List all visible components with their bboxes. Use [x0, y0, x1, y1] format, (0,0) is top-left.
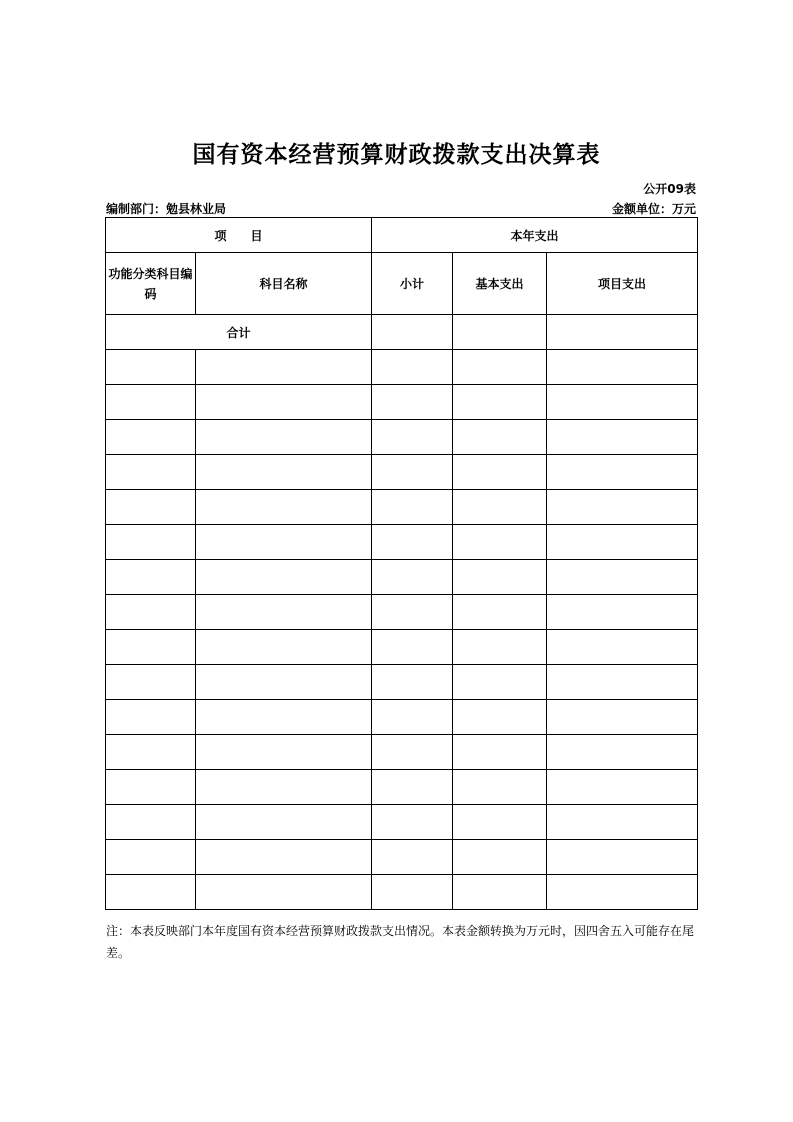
- cell-project-expenditure: [547, 700, 698, 735]
- total-subtotal: [372, 315, 453, 350]
- form-number: 公开09表: [643, 182, 696, 196]
- table-row: [106, 805, 698, 840]
- cell-subtotal: [372, 595, 453, 630]
- header-basic-expenditure: 基本支出: [453, 253, 547, 315]
- cell-function-code: [106, 595, 196, 630]
- cell-function-code: [106, 805, 196, 840]
- cell-subject-name: [196, 420, 372, 455]
- cell-basic-expenditure: [453, 525, 547, 560]
- header-row-2: [106, 253, 698, 315]
- cell-function-code: [106, 875, 196, 910]
- table-row: [106, 840, 698, 875]
- cell-basic-expenditure: [453, 420, 547, 455]
- total-row: [106, 315, 698, 350]
- table-row: [106, 630, 698, 665]
- header-item: 项 目: [106, 218, 372, 253]
- cell-function-code: [106, 840, 196, 875]
- cell-subject-name: [196, 735, 372, 770]
- cell-function-code: [106, 630, 196, 665]
- cell-project-expenditure: [547, 840, 698, 875]
- table-row: [106, 770, 698, 805]
- cell-project-expenditure: [547, 420, 698, 455]
- cell-subject-name: [196, 840, 372, 875]
- cell-subject-name: [196, 875, 372, 910]
- cell-subject-name: [196, 560, 372, 595]
- cell-project-expenditure: [547, 595, 698, 630]
- table-row: [106, 665, 698, 700]
- cell-function-code: [106, 420, 196, 455]
- cell-function-code: [106, 350, 196, 385]
- cell-function-code: [106, 770, 196, 805]
- cell-subject-name: [196, 665, 372, 700]
- cell-subtotal: [372, 490, 453, 525]
- table-row: [106, 525, 698, 560]
- expenditure-table: [105, 217, 698, 910]
- total-project: [547, 315, 698, 350]
- table-row: [106, 595, 698, 630]
- cell-subtotal: [372, 630, 453, 665]
- cell-subject-name: [196, 350, 372, 385]
- table-row: [106, 455, 698, 490]
- cell-function-code: [106, 665, 196, 700]
- table-row: [106, 385, 698, 420]
- cell-function-code: [106, 560, 196, 595]
- cell-project-expenditure: [547, 490, 698, 525]
- cell-subject-name: [196, 770, 372, 805]
- cell-basic-expenditure: [453, 350, 547, 385]
- cell-project-expenditure: [547, 385, 698, 420]
- header-function-code: 功能分类科目编码: [106, 253, 196, 315]
- cell-subtotal: [372, 770, 453, 805]
- cell-basic-expenditure: [453, 770, 547, 805]
- cell-project-expenditure: [547, 525, 698, 560]
- cell-project-expenditure: [547, 455, 698, 490]
- unit-label: 金额单位：万元: [611, 202, 696, 216]
- page-title: 国有资本经营预算财政拨款支出决算表: [192, 142, 601, 168]
- cell-basic-expenditure: [453, 665, 547, 700]
- header-project-expenditure: 项目支出: [547, 253, 698, 315]
- cell-basic-expenditure: [453, 560, 547, 595]
- cell-subject-name: [196, 630, 372, 665]
- cell-subtotal: [372, 560, 453, 595]
- cell-subject-name: [196, 385, 372, 420]
- cell-basic-expenditure: [453, 630, 547, 665]
- cell-project-expenditure: [547, 770, 698, 805]
- cell-basic-expenditure: [453, 385, 547, 420]
- cell-subtotal: [372, 665, 453, 700]
- cell-basic-expenditure: [453, 455, 547, 490]
- cell-basic-expenditure: [453, 805, 547, 840]
- cell-project-expenditure: [547, 350, 698, 385]
- table-row: [106, 735, 698, 770]
- cell-subtotal: [372, 840, 453, 875]
- cell-project-expenditure: [547, 630, 698, 665]
- table-row: [106, 420, 698, 455]
- total-label: 合计: [106, 315, 372, 350]
- cell-basic-expenditure: [453, 490, 547, 525]
- cell-basic-expenditure: [453, 700, 547, 735]
- cell-project-expenditure: [547, 560, 698, 595]
- cell-subtotal: [372, 385, 453, 420]
- cell-subtotal: [372, 700, 453, 735]
- cell-subject-name: [196, 805, 372, 840]
- cell-function-code: [106, 455, 196, 490]
- cell-function-code: [106, 700, 196, 735]
- cell-basic-expenditure: [453, 595, 547, 630]
- total-basic: [453, 315, 547, 350]
- cell-subtotal: [372, 350, 453, 385]
- cell-function-code: [106, 490, 196, 525]
- cell-subject-name: [196, 455, 372, 490]
- cell-subtotal: [372, 875, 453, 910]
- cell-function-code: [106, 385, 196, 420]
- header-subject-name: 科目名称: [196, 253, 372, 315]
- cell-subtotal: [372, 735, 453, 770]
- cell-project-expenditure: [547, 875, 698, 910]
- table-row: [106, 350, 698, 385]
- table-row: [106, 490, 698, 525]
- cell-subject-name: [196, 490, 372, 525]
- cell-function-code: [106, 525, 196, 560]
- cell-subtotal: [372, 420, 453, 455]
- cell-subject-name: [196, 595, 372, 630]
- cell-subtotal: [372, 455, 453, 490]
- cell-project-expenditure: [547, 665, 698, 700]
- table-row: [106, 560, 698, 595]
- cell-project-expenditure: [547, 805, 698, 840]
- cell-subtotal: [372, 525, 453, 560]
- cell-subject-name: [196, 700, 372, 735]
- cell-basic-expenditure: [453, 840, 547, 875]
- cell-basic-expenditure: [453, 735, 547, 770]
- cell-function-code: [106, 735, 196, 770]
- header-subtotal: 小计: [372, 253, 453, 315]
- cell-project-expenditure: [547, 735, 698, 770]
- table-row: [106, 700, 698, 735]
- cell-basic-expenditure: [453, 875, 547, 910]
- footnote: 注：本表反映部门本年度国有资本经营预算财政拨款支出情况。本表金额转换为万元时，因四舍五入可能存在尾差。: [106, 924, 695, 960]
- header-row-1: [106, 218, 698, 253]
- table-row: [106, 875, 698, 910]
- department-label: 编制部门：勉县林业局: [106, 202, 227, 216]
- cell-subject-name: [196, 525, 372, 560]
- cell-subtotal: [372, 805, 453, 840]
- header-current-year: 本年支出: [372, 218, 698, 253]
